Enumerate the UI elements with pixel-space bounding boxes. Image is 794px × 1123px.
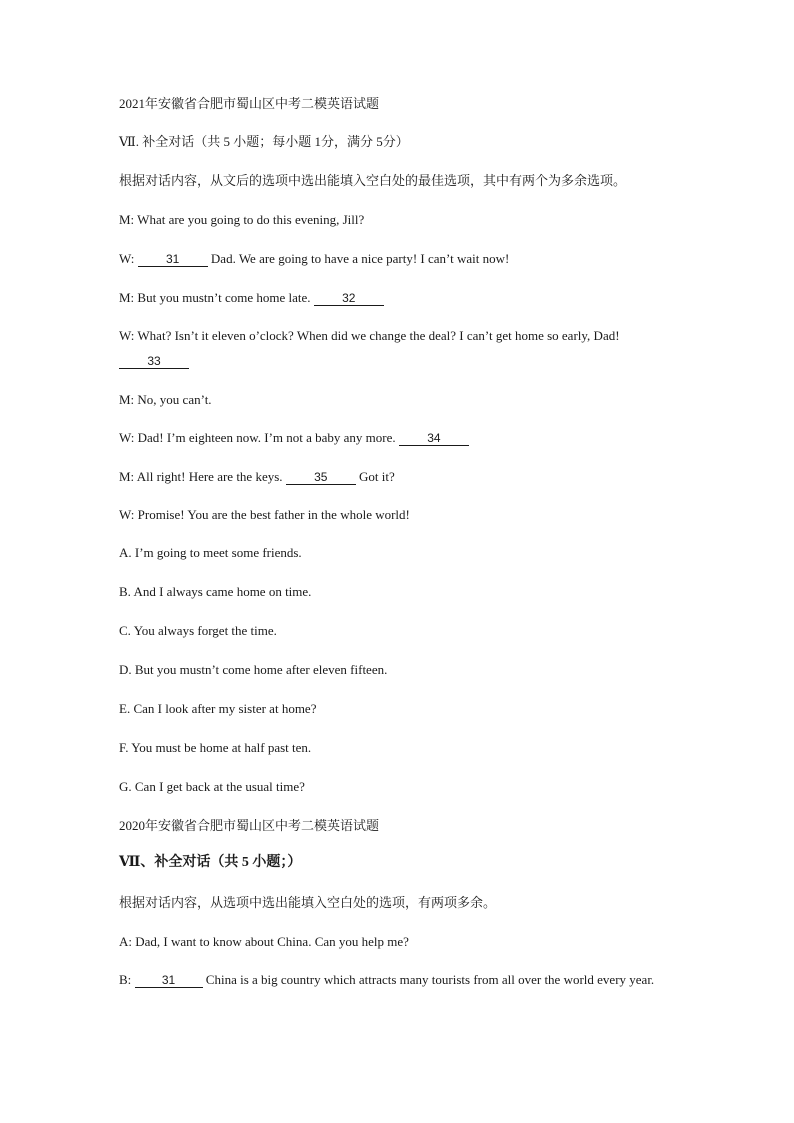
dialogue-line: W: What? Isn’t it eleven o’clock? When did we change the deal? I can’t get home so early, Dad! bbox=[119, 328, 620, 343]
dialogue-prefix: W: bbox=[119, 251, 138, 266]
dialogue-line: A: Dad, I want to know about China. Can you help me? bbox=[119, 934, 409, 949]
dialogue-prefix: W: Dad! I’m eighteen now. I’m not a baby any more. bbox=[119, 430, 399, 445]
dialogue-prefix: M: But you mustn’t come home late. bbox=[119, 290, 314, 305]
section-heading-2021: Ⅶ. 补全对话（共 5 小题；每小题 1分，满分 5分） bbox=[119, 134, 409, 149]
exam-title-2020: 2020年安徽省合肥市蜀山区中考二模英语试题 bbox=[119, 818, 380, 833]
dialogue-suffix: Got it? bbox=[355, 469, 395, 484]
answer-blank-34[interactable]: 34 bbox=[399, 431, 469, 446]
option-a: A. I’m going to meet some friends. bbox=[119, 545, 302, 560]
dialogue-line bbox=[119, 289, 384, 307]
option-f: F. You must be home at half past ten. bbox=[119, 740, 312, 755]
dialogue-line: M: What are you going to do this evening, Jill? bbox=[119, 212, 365, 227]
answer-blank-33[interactable]: 33 bbox=[119, 354, 189, 369]
answer-blank-31[interactable]: 31 bbox=[135, 973, 203, 988]
dialogue-line: W: Promise! You are the best father in the whole world! bbox=[119, 507, 410, 522]
dialogue-line bbox=[119, 429, 469, 447]
dialogue-suffix: China is a big country which attracts many tourists from all over the world every year. bbox=[202, 972, 655, 987]
instruction-2020: 根据对话内容，从选项中选出能填入空白处的选项，有两项多余。 bbox=[119, 895, 497, 910]
dialogue-line bbox=[119, 968, 667, 992]
exam-title-2021: 2021年安徽省合肥市蜀山区中考二模英语试题 bbox=[119, 96, 380, 111]
option-d: D. But you mustn’t come home after eleven fifteen. bbox=[119, 662, 388, 677]
dialogue-suffix: Dad. We are going to have a nice party! I can’t wait now! bbox=[207, 251, 510, 266]
dialogue-line-continued bbox=[119, 352, 189, 370]
option-b: B. And I always came home on time. bbox=[119, 584, 312, 599]
dialogue-prefix: M: All right! Here are the keys. bbox=[119, 469, 286, 484]
dialogue-line: M: No, you can’t. bbox=[119, 392, 212, 407]
option-g: G. Can I get back at the usual time? bbox=[119, 779, 305, 794]
answer-blank-31[interactable]: 31 bbox=[138, 252, 208, 267]
dialogue-line bbox=[119, 250, 509, 268]
section-heading-2020: Ⅶ、补全对话（共 5 小题；） bbox=[119, 855, 302, 870]
instruction-2021: 根据对话内容，从文后的选项中选出能填入空白处的最佳选项，其中有两个为多余选项。 bbox=[119, 173, 627, 188]
answer-blank-35[interactable]: 35 bbox=[286, 470, 356, 485]
dialogue-prefix: B: bbox=[119, 972, 135, 987]
option-e: E. Can I look after my sister at home? bbox=[119, 701, 317, 716]
dialogue-line bbox=[119, 468, 395, 486]
answer-blank-32[interactable]: 32 bbox=[314, 291, 384, 306]
option-c: C. You always forget the time. bbox=[119, 623, 277, 638]
